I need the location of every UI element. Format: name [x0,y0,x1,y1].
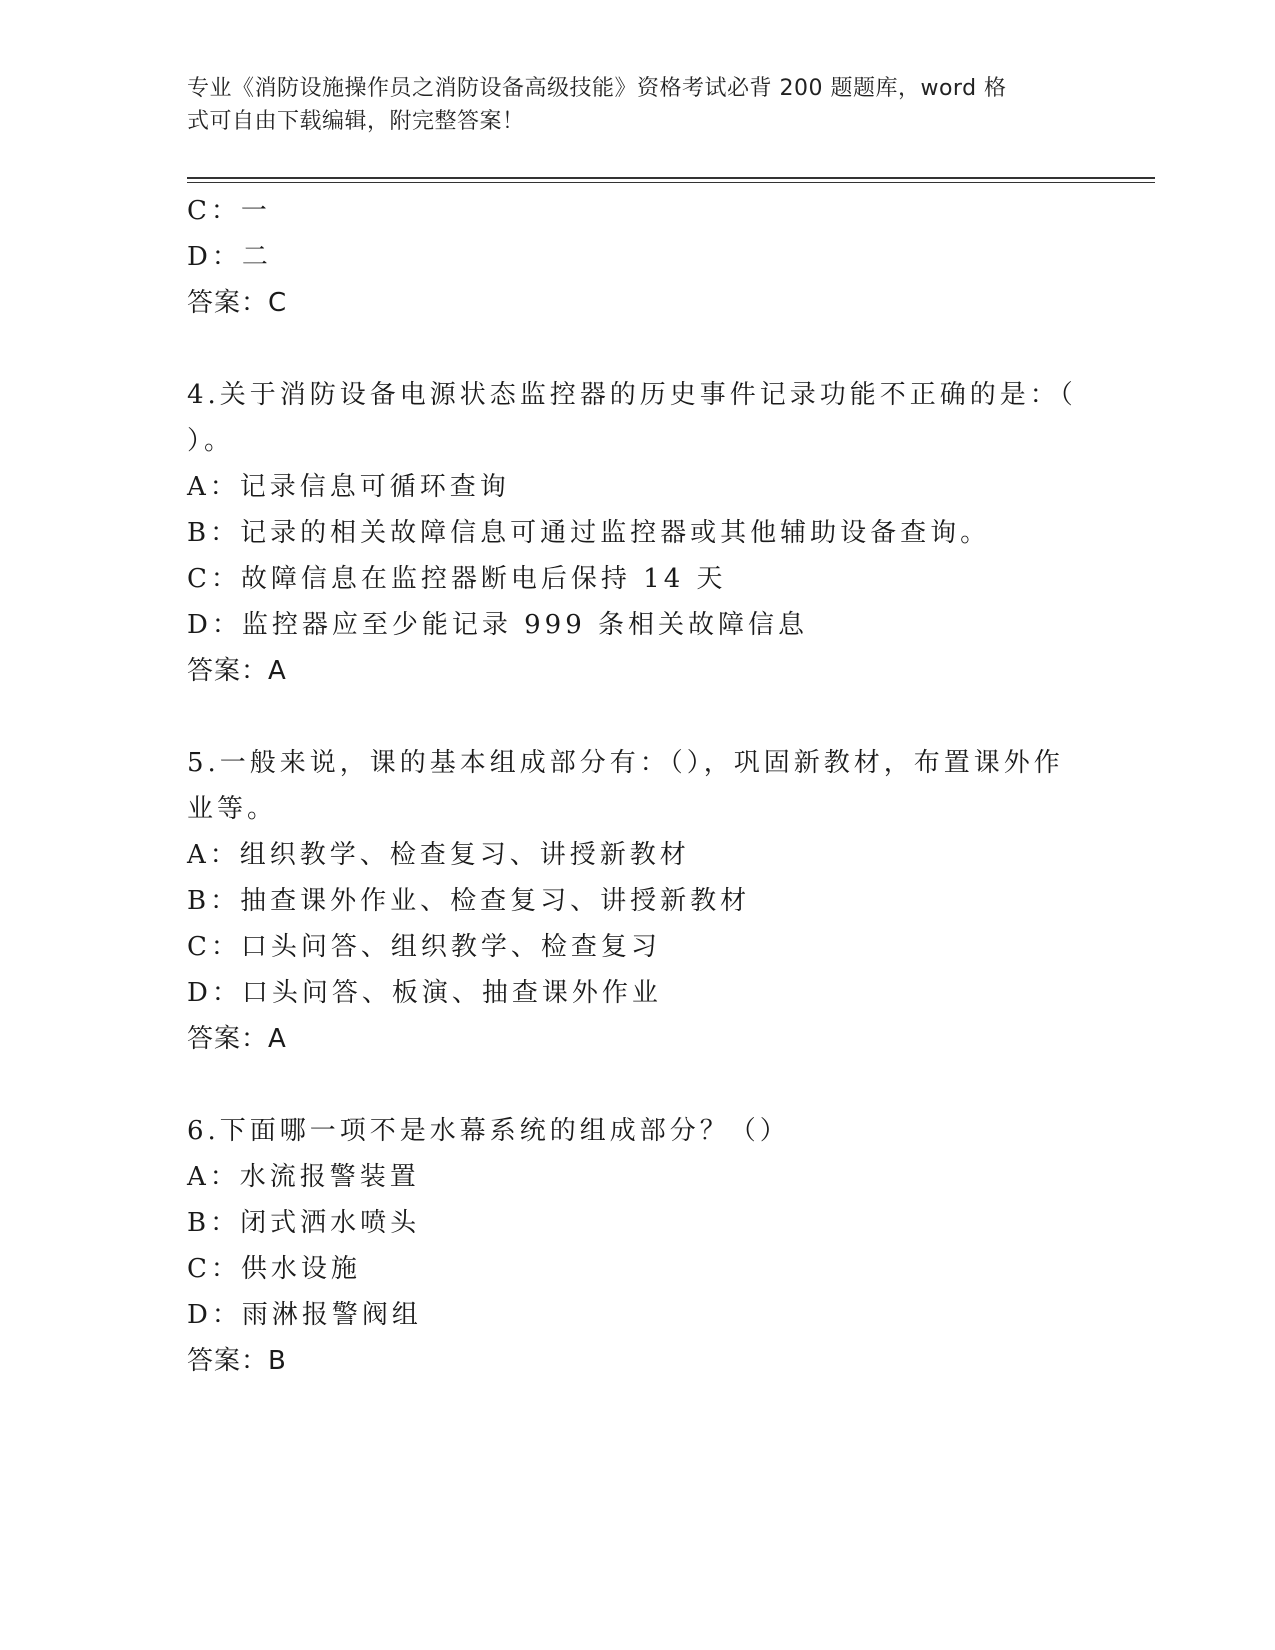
spacer [187,326,1087,372]
option-a: A：水流报警装置 [187,1162,420,1192]
option-d: D：监控器应至少能记录 999 条相关故障信息 [187,610,809,640]
question-text: 5.一般来说，课的基本组成部分有：（），巩固新教材，布置课外作 [187,748,1064,778]
option-a: A：记录信息可循环查询 [187,472,510,502]
question-text: 6.下面哪一项不是水幕系统的组成部分？（） [187,1116,790,1146]
option-b: B：闭式洒水喷头 [187,1208,421,1238]
question-list [187,188,1087,1384]
answer-line: 答案：A [187,656,287,686]
spacer [187,1062,1087,1108]
option-c: C：一 [187,196,271,226]
question-text-cont: ）。 [187,426,235,456]
question-4 [187,372,1087,694]
question-5 [187,740,1087,1062]
header-line-1: 专业《消防设施操作员之消防设备高级技能》资格考试必背 200 题题库，word 格 [187,76,1007,101]
question-6 [187,1108,1087,1384]
answer-line: 答案：A [187,1024,287,1054]
option-d: D：雨淋报警阀组 [187,1300,422,1330]
option-d: D：二 [187,242,272,272]
option-c: C：供水设施 [187,1254,361,1284]
question-text: 4.关于消防设备电源状态监控器的历史事件记录功能不正确的是：（ [187,380,1077,410]
option-b: B：抽查课外作业、检查复习、讲授新教材 [187,886,751,916]
page-header [187,72,1077,138]
question-3-tail [187,188,1087,326]
header-divider-thin [187,182,1155,183]
option-c: C：故障信息在监控器断电后保持 14 天 [187,564,727,594]
header-divider-thick [187,177,1155,179]
spacer [187,694,1087,740]
option-a: A：组织教学、检查复习、讲授新教材 [187,840,690,870]
option-b: B：记录的相关故障信息可通过监控器或其他辅助设备查询。 [187,518,991,548]
option-c: C：口头问答、组织教学、检查复习 [187,932,661,962]
option-d: D：口头问答、板演、抽查课外作业 [187,978,662,1008]
answer-line: 答案：C [187,288,288,318]
question-text-cont: 业等。 [187,794,278,824]
answer-line: 答案：B [187,1346,287,1376]
header-line-2: 式可自由下载编辑，附完整答案！ [187,109,525,134]
